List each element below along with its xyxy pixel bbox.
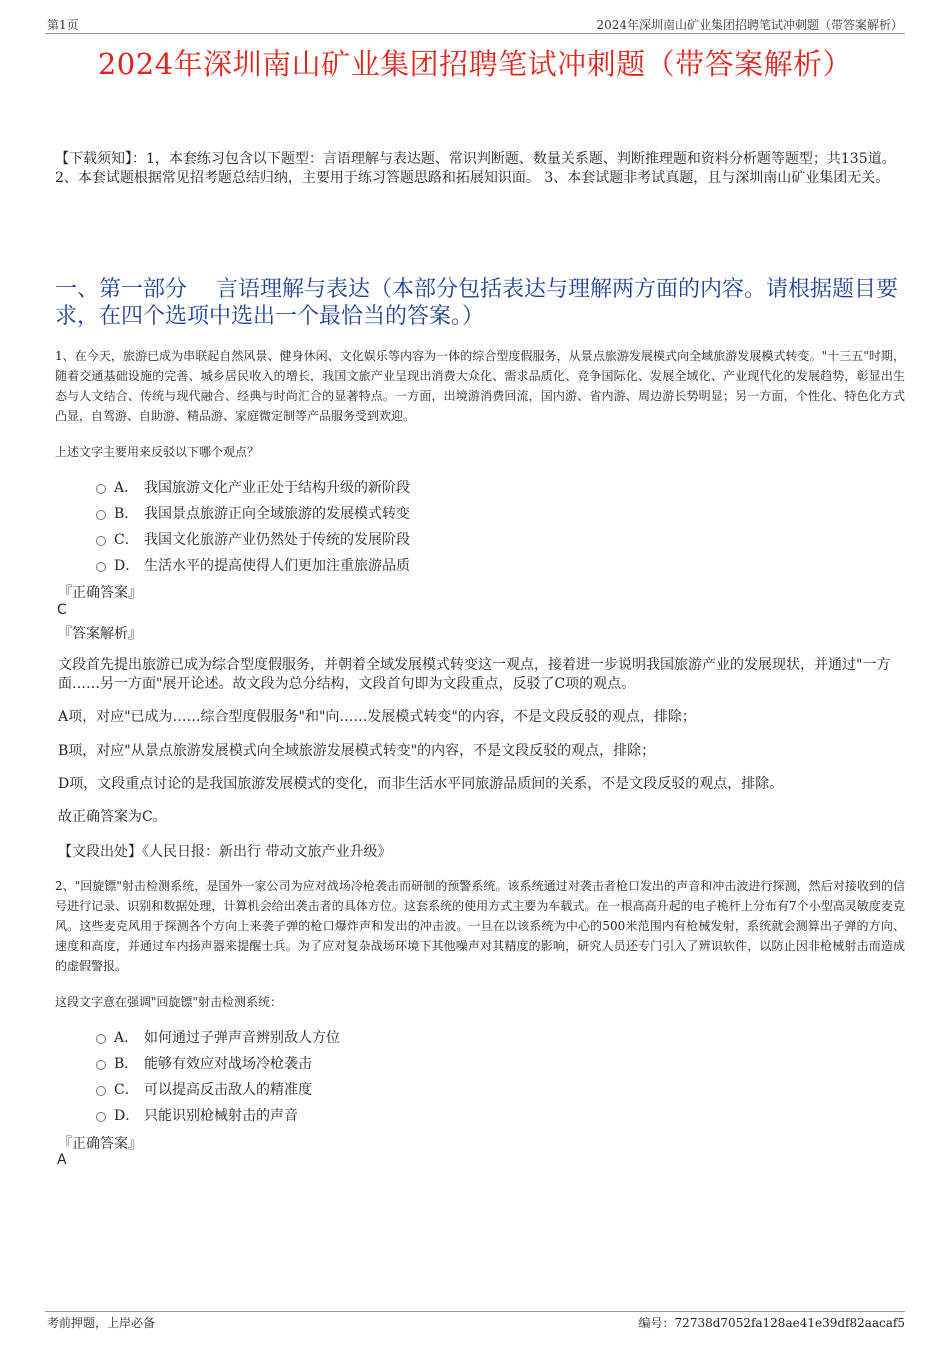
q1-option-d[interactable]: D． 生活水平的提高使得人们更加注重旅游品质 — [96, 555, 410, 575]
q1-option-b[interactable]: B． 我国景点旅游正向全域旅游的发展模式转变 — [96, 503, 410, 523]
q2-option-c[interactable]: C． 可以提高反击敌人的精准度 — [96, 1079, 312, 1099]
q2-answer-label: 『正确答案』 — [58, 1136, 142, 1152]
q1-passage: 1、在今天，旅游已成为串联起自然风景、健身休闲、文化娱乐等内容为一体的综合型度假服务，从景点旅游发展模式向全域旅游发展模式转变。"十三五"时期，随着交通基础设施的完善、城乡居民收入的增长，我国文旅产业呈现出消费大众化、需求品质化、竞争国际化、发展全域化、产业现代化的发展趋势，彰显出生态与人文结合、传统与现代融合、经典与时尚汇合的显著特点。一方面，出境游消费回流，国内游、省内游、周边游长势明显；另一方面，个性化、特色化方式凸显，自驾游、自助游、精品游、家庭微定制等产品服务受到欢迎。 — [55, 349, 905, 423]
radio-icon[interactable] — [96, 536, 106, 546]
radio-icon[interactable] — [96, 1034, 106, 1044]
q1-analysis-para: 故正确答案为C。 — [58, 809, 167, 825]
q1-source: 【文段出处】《人民日报：新出行 带动文旅产业升级》 — [58, 844, 392, 860]
q2-option-b[interactable]: B． 能够有效应对战场冷枪袭击 — [96, 1053, 312, 1073]
q1-analysis-para: B项，对应"从景点旅游发展模式向全域旅游发展模式转变"的内容，不是文段反驳的观点，排除； — [58, 743, 656, 759]
q1-answer: C — [57, 602, 67, 618]
radio-icon[interactable] — [96, 1086, 106, 1096]
header-divider — [45, 33, 905, 34]
q1-analysis-label: 『答案解析』 — [58, 626, 142, 642]
radio-icon[interactable] — [96, 484, 106, 494]
download-notice: 【下载须知】：1，本套练习包含以下题型：言语理解与表达题、常识判断题、数量关系题、判断推理题和资料分析题等题型；共135道。 2、本套试题根据常见招考题总结归纳，主要用于练习答题思路和拓展知识面。 3、本套试题非考试真题，且与深圳南山矿业集团无关。 — [55, 151, 896, 186]
radio-icon[interactable] — [96, 510, 106, 520]
q2-passage: 2、"回旋镖"射击检测系统，是国外一家公司为应对战场冷枪袭击而研制的预警系统。该系统通过对袭击者枪口发出的声音和冲击波进行探测，然后对接收到的信号进行记录、识别和数据处理，计算机会给出袭击者的具体方位。这套系统的使用方式主要为车载式。在一根高高升起的电子桅杆上分布有7个小型高灵敏度麦克风。这些麦克风用于探测各个方向上来袭子弹的枪口爆炸声和发出的冲击波。一旦在以该系统为中心的500米范围内有枪械发射，系统就会测算出子弹的方向、速度和高度，并通过车内扬声器来提醒士兵。为了应对复杂战场环境下其他噪声对其精度的影响，研究人员还专门引入了辨识软件，以防止因非枪械射击而造成的虚假警报。 — [55, 879, 905, 973]
q1-analysis-para: 文段首先提出旅游已成为综合型度假服务，并朝着全域发展模式转变这一观点，接着进一步说明我国旅游产业的发展现状，并通过"一方面……另一方面"展开论述。故文段为总分结构，文段首句即为文段重点，反驳了C项的观点。 — [58, 657, 891, 692]
radio-icon[interactable] — [96, 1060, 106, 1070]
footer-doc-id: 编号：72738d7052fa128ae41e39df82aacaf5 — [638, 1316, 905, 1330]
q2-option-a[interactable]: A． 如何通过子弹声音辨别敌人方位 — [96, 1027, 340, 1047]
q1-question: 上述文字主要用来反驳以下哪个观点？ — [55, 445, 260, 459]
header-doc-title: 2024年深圳南山矿业集团招聘笔试冲刺题（带答案解析） — [596, 18, 903, 32]
q2-option-d[interactable]: D． 只能识别枪械射击的声音 — [96, 1105, 298, 1125]
q1-option-c[interactable]: C． 我国文化旅游产业仍然处于传统的发展阶段 — [96, 529, 410, 549]
q1-analysis-para: A项，对应"已成为……综合型度假服务"和"向……发展模式转变"的内容，不是文段反驳的观点，排除； — [58, 709, 696, 725]
footer-divider — [45, 1311, 905, 1312]
page-number: 第1页 — [47, 18, 79, 32]
footer-slogan: 考前押题，上岸必备 — [47, 1316, 156, 1330]
q2-answer: A — [57, 1152, 67, 1168]
page-title: 2024年深圳南山矿业集团招聘笔试冲刺题（带答案解析） — [97, 47, 853, 81]
q1-analysis-para: D项，文段重点讨论的是我国旅游发展模式的变化，而非生活水平同旅游品质间的关系，不是文段反驳的观点，排除。 — [58, 776, 784, 792]
q1-answer-label: 『正确答案』 — [58, 585, 142, 601]
q1-option-a[interactable]: A． 我国旅游文化产业正处于结构升级的新阶段 — [96, 477, 410, 497]
q2-question: 这段文字意在强调"回旋镖"射击检测系统： — [55, 995, 283, 1009]
section-heading: 一、第一部分 言语理解与表达（本部分包括表达与理解两方面的内容。请根据题目要求，在四个选项中选出一个最恰当的答案。） — [55, 277, 898, 329]
radio-icon[interactable] — [96, 1112, 106, 1122]
radio-icon[interactable] — [96, 562, 106, 572]
